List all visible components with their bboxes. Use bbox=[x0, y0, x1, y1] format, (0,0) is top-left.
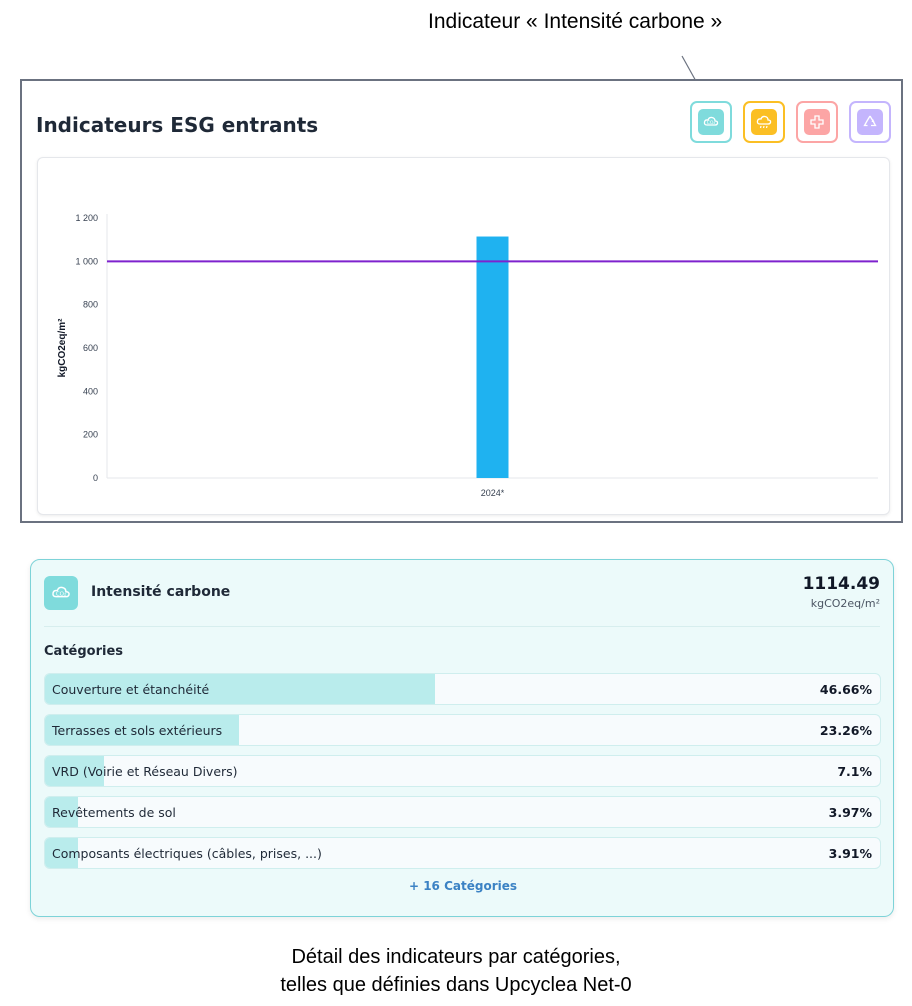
y-tick-label: 1 000 bbox=[75, 256, 98, 267]
category-row[interactable] bbox=[44, 673, 881, 705]
category-percent: 3.91% bbox=[828, 846, 872, 861]
category-row[interactable] bbox=[44, 796, 881, 828]
chart-card bbox=[37, 157, 890, 515]
carbon-intensity-button[interactable] bbox=[690, 101, 732, 143]
indicator-title: Intensité carbone bbox=[91, 584, 231, 600]
svg-text:CO₂: CO₂ bbox=[706, 121, 716, 126]
category-row[interactable] bbox=[44, 837, 881, 869]
callout-caption bbox=[0, 943, 912, 999]
x-tick-label: 2024* bbox=[480, 488, 505, 498]
water-indicator-button[interactable] bbox=[743, 101, 785, 143]
divider bbox=[44, 626, 880, 627]
svg-text:CO₂: CO₂ bbox=[55, 591, 67, 598]
category-row[interactable] bbox=[44, 714, 881, 746]
bar bbox=[477, 237, 509, 478]
health-cross-icon bbox=[804, 109, 830, 135]
callout-caption-line: telles que définies dans Upcyclea Net-0 bbox=[280, 974, 632, 996]
indicator-unit: kgCO2eq/m² bbox=[810, 597, 880, 610]
category-percent: 7.1% bbox=[837, 764, 872, 779]
esg-indicators-panel bbox=[20, 79, 903, 523]
carbon-intensity-chart bbox=[38, 158, 891, 516]
category-percent: 3.97% bbox=[828, 805, 872, 820]
category-percent: 46.66% bbox=[819, 682, 872, 697]
categories-heading: Catégories bbox=[44, 644, 124, 659]
y-axis-label: kgCO2eq/m² bbox=[57, 318, 68, 378]
category-name: Composants électriques (câbles, prises, ...) bbox=[52, 846, 322, 861]
y-tick-label: 200 bbox=[82, 429, 98, 440]
category-list bbox=[44, 673, 881, 878]
category-detail-card bbox=[30, 559, 894, 917]
y-tick-label: 400 bbox=[82, 386, 98, 397]
category-name: VRD (Voirie et Réseau Divers) bbox=[52, 764, 238, 779]
water-cloud-icon bbox=[751, 109, 777, 135]
callout-caption-line: Détail des indicateurs par catégories, bbox=[291, 946, 621, 968]
y-tick-label: 1 200 bbox=[75, 213, 98, 223]
more-categories-link[interactable]: + 16 Catégories bbox=[408, 879, 518, 893]
y-tick-label: 800 bbox=[82, 299, 98, 310]
recycling-indicator-button[interactable] bbox=[849, 101, 891, 143]
y-tick-label: 0 bbox=[92, 473, 98, 483]
y-tick-label: 600 bbox=[82, 343, 98, 353]
category-name: Revêtements de sol bbox=[52, 805, 176, 820]
category-name: Couverture et étanchéité bbox=[52, 682, 210, 697]
co2-cloud-icon bbox=[698, 109, 724, 135]
indicator-toolbar bbox=[690, 101, 891, 143]
co2-cloud-icon bbox=[44, 576, 78, 610]
category-percent: 23.26% bbox=[819, 723, 872, 738]
callout-indicator-label: Indicateur « Intensité carbone » bbox=[428, 10, 723, 33]
health-indicator-button[interactable] bbox=[796, 101, 838, 143]
panel-title: Indicateurs ESG entrants bbox=[36, 113, 319, 137]
indicator-value: 1114.49 bbox=[802, 574, 880, 594]
category-row[interactable] bbox=[44, 755, 881, 787]
recycle-icon bbox=[857, 109, 883, 135]
category-name: Terrasses et sols extérieurs bbox=[52, 723, 223, 738]
